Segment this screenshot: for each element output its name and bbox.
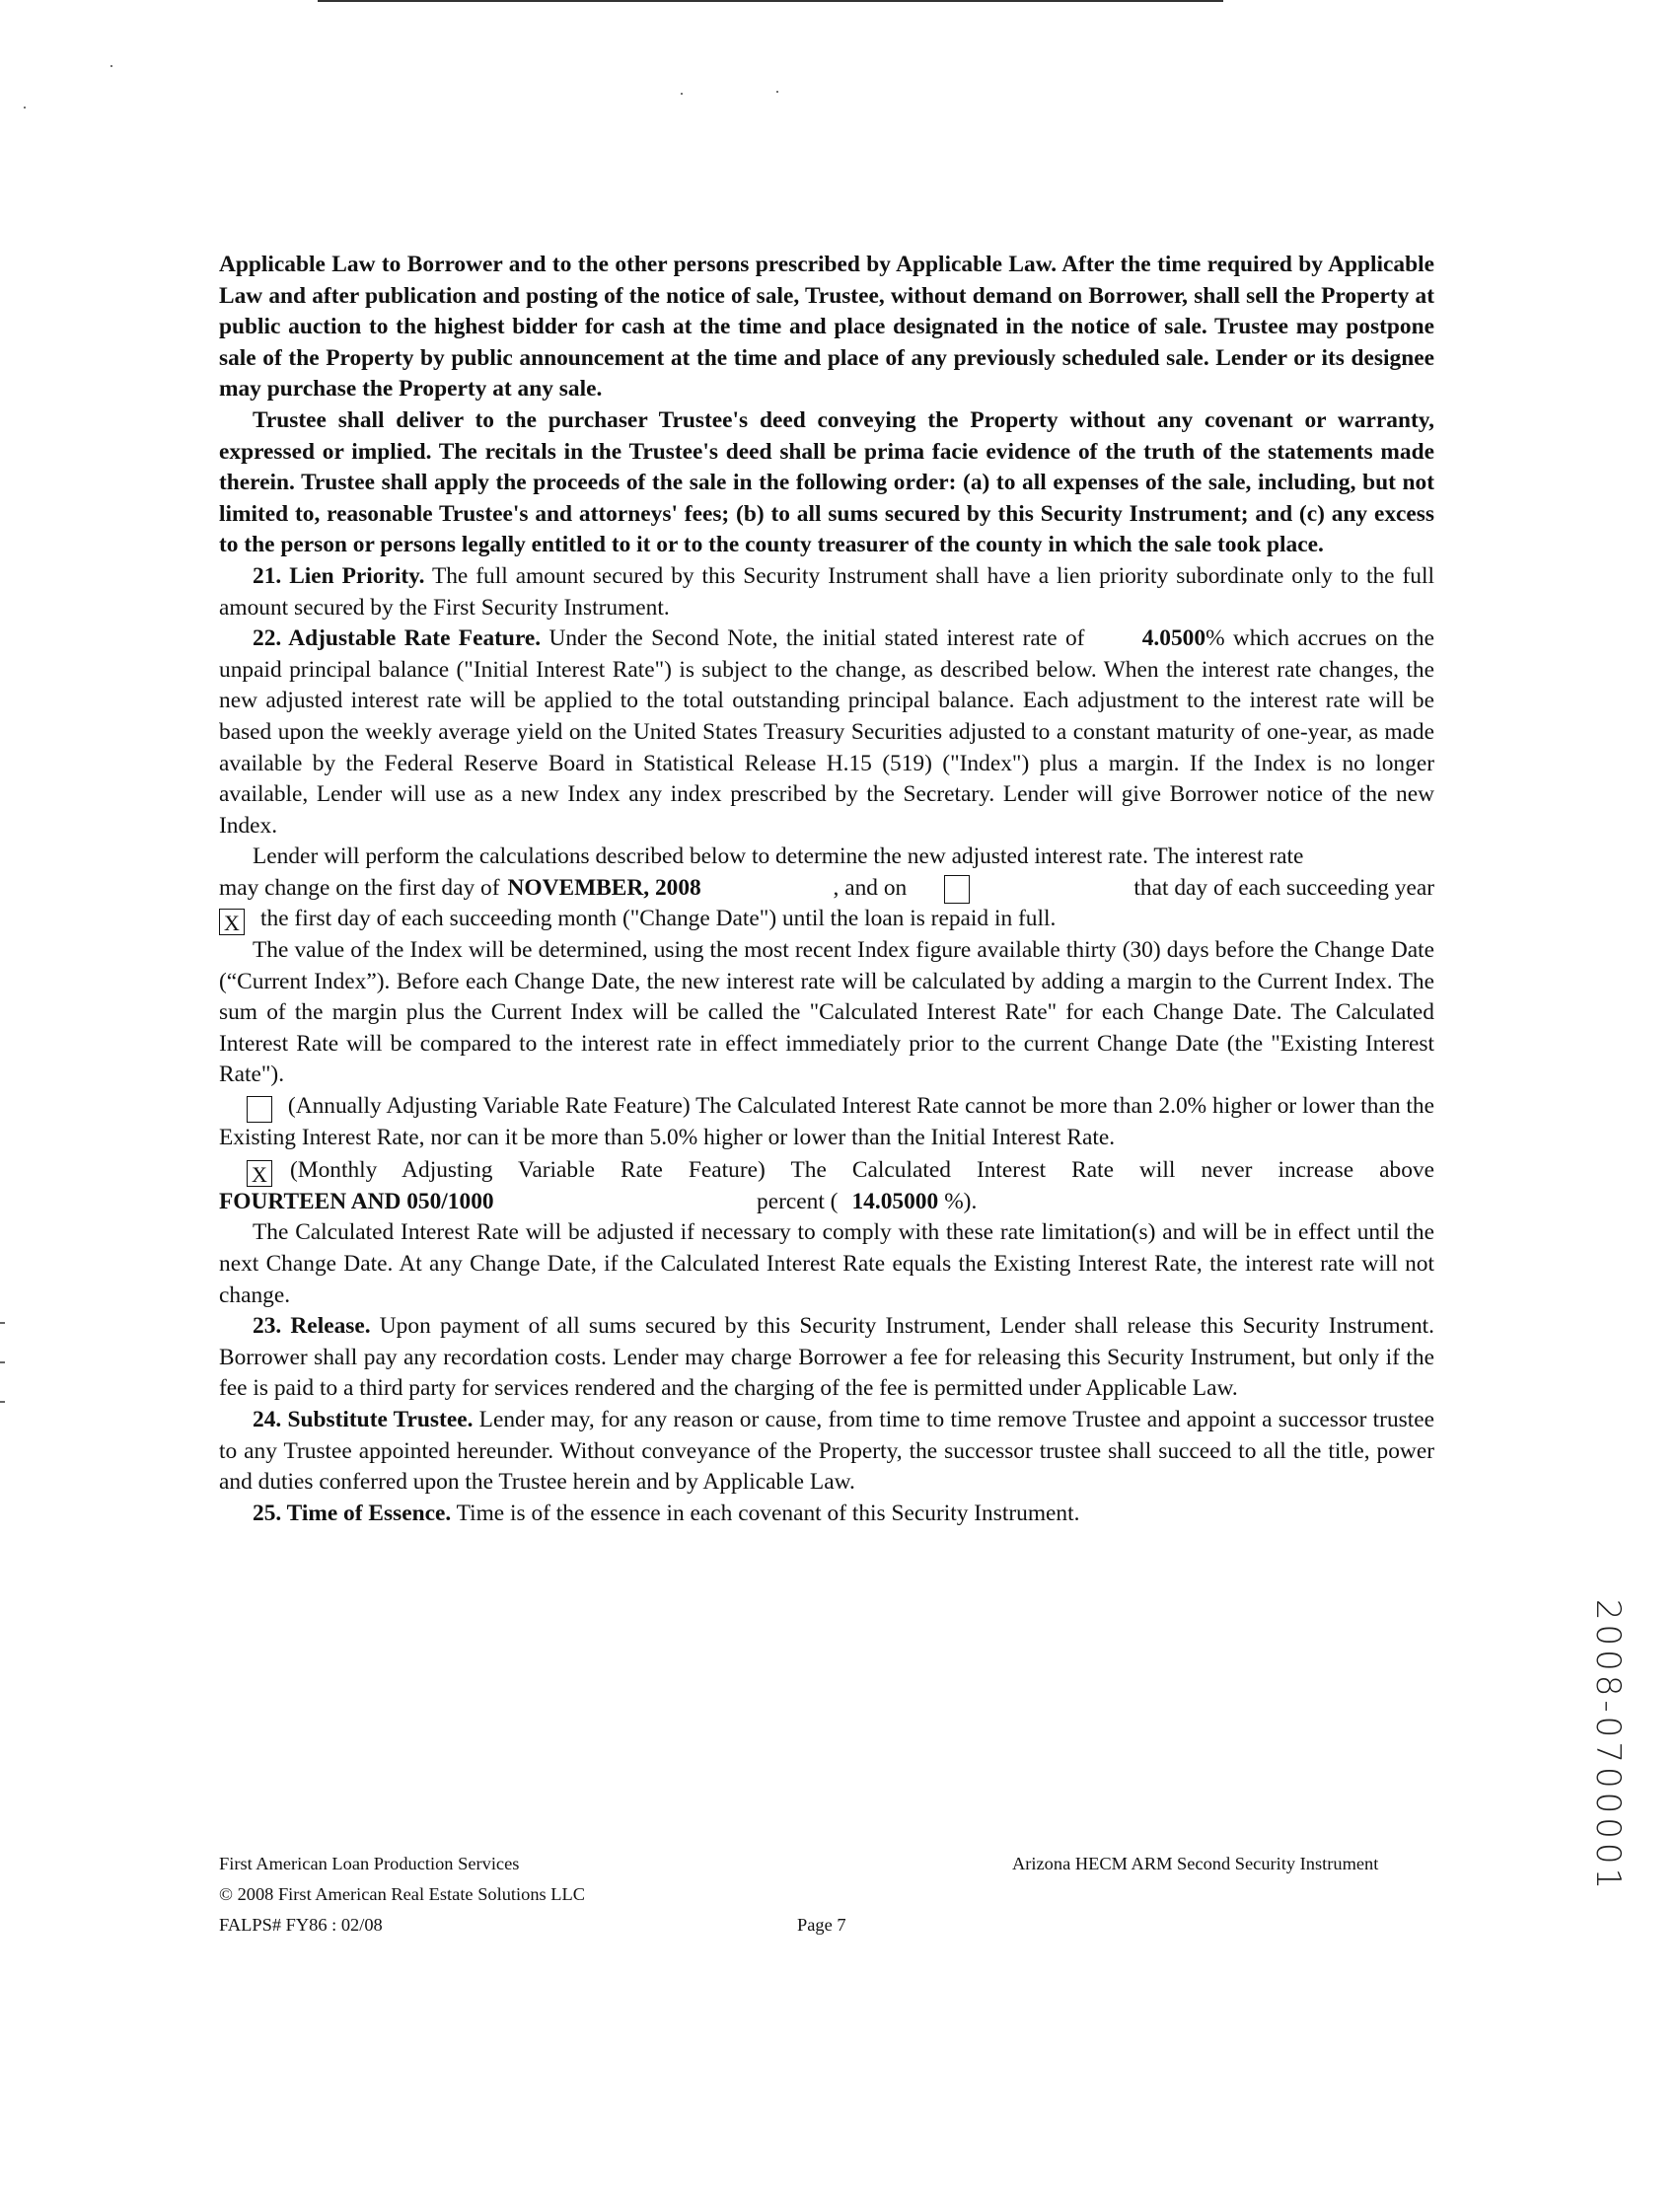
scan-speck — [110, 65, 112, 67]
annual-adjust-checkbox[interactable] — [247, 1096, 272, 1123]
change-date-value: NOVEMBER, 2008 — [507, 874, 701, 901]
monthly-change-row — [219, 904, 1434, 935]
section-24-heading: 24. Substitute Trustee. — [253, 1406, 474, 1432]
footer-page-number: Page 7 — [797, 1915, 846, 1935]
section-21-text: The full amount secured by this Security Instrument shall have a lien priority subordinate only to the full amount secured by the First Security Instrument. — [219, 562, 1434, 621]
section-23 — [219, 1311, 1434, 1405]
paragraph-sale-continued: Applicable Law to Borrower and to the other persons prescribed by Applicable Law. After the time required by Applicable Law and after publication and posting of the notice of sale, Trustee, without demand on Borrower, shall sell the Property at public auction to the highest bidder for cash at the time and place designated in the notice of sale. Trustee may postpone sale of the Property by public announcement at the time and place of any previously scheduled sale. Lender or its designee may purchase the Property at any sale. — [219, 252, 1434, 403]
scan-top-border — [318, 0, 1223, 2]
yearly-checkbox[interactable] — [944, 875, 970, 904]
monthly-cap-checkbox[interactable]: X — [247, 1160, 272, 1187]
section-24 — [219, 1405, 1434, 1499]
monthly-cap-row — [219, 1155, 1434, 1187]
section-22-text-a: Under the Second Note, the initial stated interest rate of — [541, 625, 1093, 652]
monthly-option-label: the first day of each succeeding month ("Change Date") until the loan is repaid in full. — [260, 906, 1057, 932]
monthly-cap-text: (Monthly Adjusting Variable Rate Feature) The Calculated Interest Rate will never increase above — [290, 1157, 1434, 1184]
section-22-heading: 22. Adjustable Rate Feature. — [253, 625, 542, 652]
document-body — [219, 250, 1434, 1529]
section-25 — [219, 1499, 1434, 1530]
cap-rate-row — [219, 1187, 1434, 1218]
recording-number: 2008-0700001 — [1588, 1598, 1628, 1894]
scan-edge-mark — [0, 1361, 5, 1363]
section-25-heading: 25. Time of Essence. — [253, 1500, 452, 1526]
annual-adjust-paragraph — [219, 1091, 1434, 1153]
footer-form-number: FALPS# FY86 : 02/08 — [219, 1915, 383, 1935]
scan-edge-mark — [0, 1322, 5, 1324]
index-value-paragraph: The value of the Index will be determined, using the most recent Index figure available thirty (30) days before the Change Date (“Current Index”). Before each Change Date, the new interest rate will be calculated by adding a margin to the Current Index. The sum of the margin plus the Current Index will be called the "Calculated Interest Rate" for each Change Date. The Calculated Interest Rate will be compared to the interest rate in effect immediately prior to the current Change Date (the "Existing Interest Rate"). — [219, 937, 1434, 1088]
change-date-row — [219, 873, 1434, 905]
yearly-option-label: that day of each succeeding year — [1133, 874, 1434, 901]
scan-speck — [24, 107, 26, 109]
footer-company: First American Loan Production Services — [219, 1854, 520, 1873]
paragraph-trustee-deed: Trustee shall deliver to the purchaser Trustee's deed conveying the Property without any covenant or warranty, expressed or implied. The recitals in the Trustee's deed shall be prima facie evidence of the truth of the statements made therein. Trustee shall apply the proceeds of the sale in the following order: (a) to all expenses of the sale, including, but not limited to, reasonable Trustee's and attorneys' fees; (b) to all sums secured by this Security Instrument; and (c) any excess to the person or persons legally entitled to it or to the county treasurer of the county in which the sale took place. — [219, 406, 1434, 558]
section-23-heading: 23. Release. — [253, 1313, 371, 1340]
section-24-text: Lender may, for any reason or cause, from time to time remove Trustee and appoint a successor trustee to any Trustee appointed hereunder. Without conveyance of the Property, the successor trustee shall succeed to all the title, power and duties conferred upon the Trustee herein and by Applicable Law. — [219, 1406, 1435, 1496]
section-22-text-b: % which accrues on the unpaid principal balance ("Initial Interest Rate") is subject to the change, as described below. When the interest rate changes, the new adjusted interest rate will be applied to the total outstanding principal balance. Each adjustment to the interest rate will be based upon the weekly average yield on the United States Treasury Securities adjusted to a constant maturity of one-year, as made available by the Federal Reserve Board in Statistical Release H.15 (519) ("Index") plus a margin. If the Index is no longer available, Lender will use as a new Index any index prescribed by the Secretary. Lender will give Borrower notice of the new Index. — [219, 625, 1434, 839]
section-21 — [219, 561, 1434, 623]
cap-rate-value: 14.05000 — [851, 1188, 939, 1214]
initial-rate-value: 4.0500 — [1141, 625, 1206, 652]
scan-edge-mark — [0, 1401, 5, 1403]
scan-speck — [776, 91, 778, 93]
and-on-label: , and on — [833, 874, 908, 901]
percent-close-label: %). — [944, 1188, 978, 1214]
cap-rate-words: FOURTEEN AND 050/1000 — [219, 1188, 494, 1214]
percent-open-label: percent ( — [757, 1188, 839, 1214]
annual-adjust-text: (Annually Adjusting Variable Rate Feature) The Calculated Interest Rate cannot be more than 2.0% higher or lower than the Existing Interest Rate, nor can it be more than 5.0% higher or lower than the Initial Interest Rate. — [219, 1093, 1434, 1150]
section-23-text: Upon payment of all sums secured by this Security Instrument, Lender shall release this Security Instrument. Borrower shall pay any recordation costs. Lender may charge Borrower a fee for releasing this Security Instrument, but only if the fee is paid to a third party for services rendered and the charging of the fee is permitted under Applicable Law. — [219, 1313, 1434, 1402]
section-22 — [219, 623, 1434, 842]
footer-copyright: © 2008 First American Real Estate Solutions LLC — [219, 1884, 586, 1904]
recording-number-stamp — [1569, 1588, 1647, 1904]
monthly-checkbox[interactable]: X — [219, 909, 245, 935]
rate-adjusted-paragraph: The Calculated Interest Rate will be adjusted if necessary to comply with these rate limitation(s) and will be in effect until the next Change Date. At any Change Date, if the Calculated Interest Rate equals the Existing Interest Rate, the interest rate will not change. — [219, 1219, 1434, 1308]
may-change-label: may change on the first day of — [219, 874, 500, 901]
section-21-heading: 21. Lien Priority. — [253, 562, 425, 589]
scan-speck — [681, 93, 683, 95]
calc-line: Lender will perform the calculations described below to determine the new adjusted interest rate. The interest rate — [253, 843, 1304, 870]
footer-document-title: Arizona HECM ARM Second Security Instrument — [1012, 1854, 1379, 1873]
section-25-text: Time is of the essence in each covenant of this Security Instrument. — [451, 1500, 1080, 1526]
